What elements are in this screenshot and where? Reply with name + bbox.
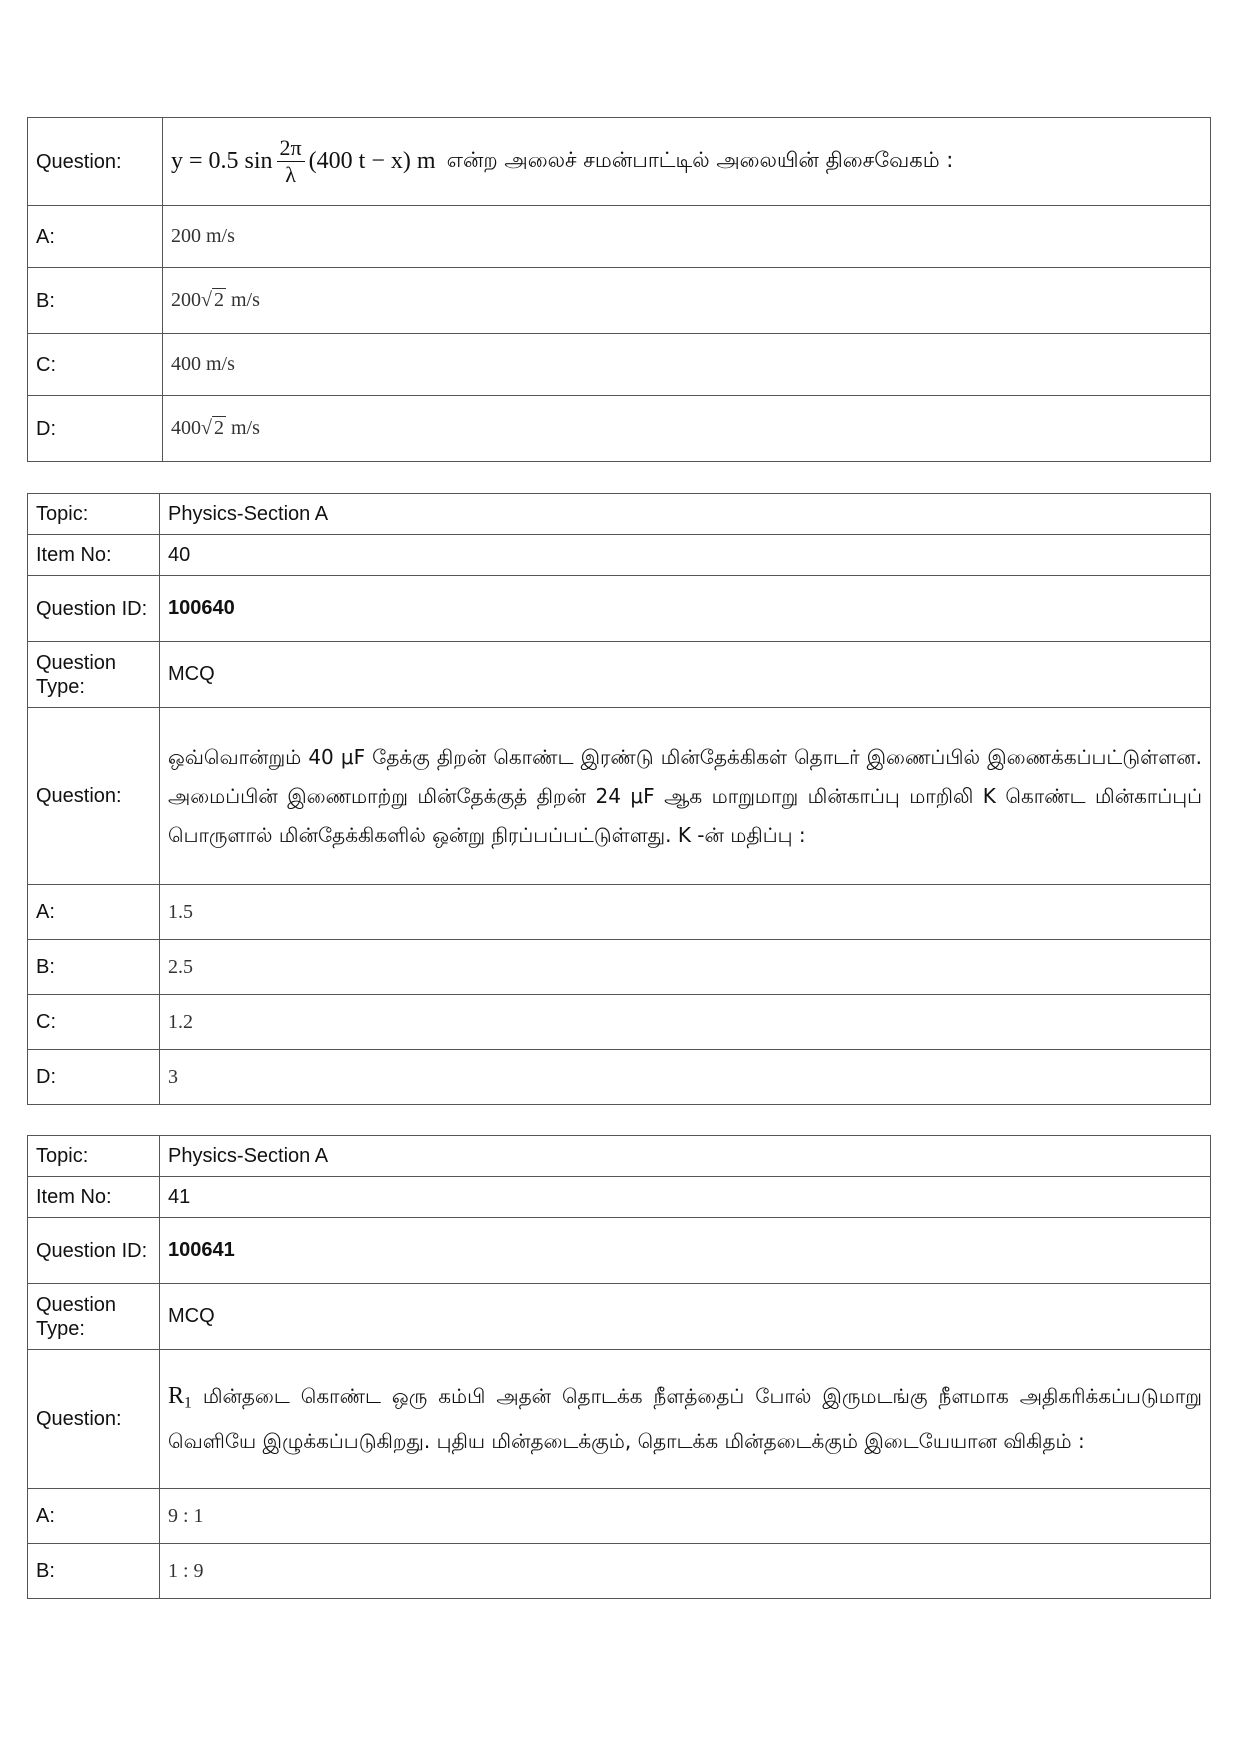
question-type-row xyxy=(28,1284,1211,1350)
option-d-radicand: 2 xyxy=(213,417,224,439)
question-tamil-text: மின்தடை கொண்ட ஒரு கம்பி அதன் தொடக்க நீளத்தைப் போல் இருமடங்கு நீளமாக அதிகரிக்கப்படுமாறு வெளியே இழுக்கப்படுகிறது. புதிய மின்தடைக்கும், தொடக்க மின்தடைக்கும் இடையேயான விகிதம் : xyxy=(168,1383,1203,1454)
question-block-3 xyxy=(27,1135,1211,1599)
option-row-b xyxy=(28,940,1211,995)
option-c-label: C: xyxy=(28,995,160,1050)
option-d-text xyxy=(163,396,1211,462)
option-d-coefficient: 400 xyxy=(171,417,201,439)
question-block-1 xyxy=(27,117,1211,462)
question-row xyxy=(28,1350,1211,1489)
option-row-d xyxy=(28,396,1211,462)
question-id-value: 100640 xyxy=(160,576,1211,642)
item-no-row xyxy=(28,1177,1211,1218)
option-a-text: 9 : 1 xyxy=(160,1489,1211,1544)
question-id-row xyxy=(28,1218,1211,1284)
question-block-2 xyxy=(27,493,1211,1105)
question-label: Question: xyxy=(28,118,163,206)
equation-prefix: y = 0.5 sin xyxy=(171,148,273,174)
fraction-denominator: λ xyxy=(285,162,296,187)
option-row-a xyxy=(28,206,1211,268)
option-d-text: 3 xyxy=(160,1050,1211,1105)
question-tamil-text: என்ற அலைச் சமன்பாட்டில் அலையின் திசைவேகம் : xyxy=(446,148,954,172)
option-b-label: B: xyxy=(28,940,160,995)
question-type-value: MCQ xyxy=(160,642,1211,708)
resistance-symbol xyxy=(168,1382,192,1412)
option-row-b xyxy=(28,268,1211,334)
option-b-coefficient: 200 xyxy=(171,289,201,311)
option-b-radicand: 2 xyxy=(213,289,224,311)
option-c-text: 400 m/s xyxy=(163,334,1211,396)
equation-fraction xyxy=(277,137,305,186)
question-id-value: 100641 xyxy=(160,1218,1211,1284)
option-b-unit: m/s xyxy=(230,289,260,311)
option-b-text xyxy=(163,268,1211,334)
topic-row xyxy=(28,1136,1211,1177)
option-a-text: 1.5 xyxy=(160,885,1211,940)
sqrt-symbol: √ xyxy=(201,289,212,311)
option-row-c xyxy=(28,334,1211,396)
question-type-value: MCQ xyxy=(160,1284,1211,1350)
option-a-label: A: xyxy=(28,885,160,940)
topic-label: Topic: xyxy=(28,494,160,535)
item-no-label: Item No: xyxy=(28,535,160,576)
topic-value: Physics-Section A xyxy=(160,494,1211,535)
item-no-value: 41 xyxy=(160,1177,1211,1218)
question-row xyxy=(28,708,1211,885)
option-b-label: B: xyxy=(28,268,163,334)
topic-row xyxy=(28,494,1211,535)
option-c-label: C: xyxy=(28,334,163,396)
option-row-a xyxy=(28,885,1211,940)
option-c-text: 1.2 xyxy=(160,995,1211,1050)
question-id-row xyxy=(28,576,1211,642)
option-row-b xyxy=(28,1544,1211,1599)
question-text xyxy=(160,1350,1211,1489)
question-type-row xyxy=(28,642,1211,708)
option-b-label: B: xyxy=(28,1544,160,1599)
option-row-c xyxy=(28,995,1211,1050)
option-d-unit: m/s xyxy=(230,417,260,439)
item-no-row xyxy=(28,535,1211,576)
option-d-label: D: xyxy=(28,1050,160,1105)
option-b-text: 1 : 9 xyxy=(160,1544,1211,1599)
item-no-value: 40 xyxy=(160,535,1211,576)
resistance-letter: R xyxy=(168,1382,185,1409)
sqrt-symbol: √ xyxy=(201,417,212,439)
question-label: Question: xyxy=(28,1350,160,1489)
item-no-label: Item No: xyxy=(28,1177,160,1218)
question-type-label: Question Type: xyxy=(28,642,160,708)
option-a-label: A: xyxy=(28,206,163,268)
topic-label: Topic: xyxy=(28,1136,160,1177)
option-a-text: 200 m/s xyxy=(163,206,1211,268)
fraction-numerator: 2π xyxy=(277,137,305,162)
option-a-label: A: xyxy=(28,1489,160,1544)
option-b-text: 2.5 xyxy=(160,940,1211,995)
resistance-subscript: 1 xyxy=(184,1394,192,1412)
equation-suffix: (400 t − x) m xyxy=(308,148,436,174)
question-text xyxy=(163,118,1211,206)
question-text: ஒவ்வொன்றும் 40 μF தேக்கு திறன் கொண்ட இரண்டு மின்தேக்கிகள் தொடர் இணைப்பில் இணைக்கப்பட்டுள்ளன. அமைப்பின் இணைமாற்று மின்தேக்குத் திறன் 24 μF ஆக மாறுமாறு மின்காப்பு மாறிலி K கொண்ட மின்காப்புப் பொருளால் மின்தேக்கிகளில் ஒன்று நிரப்பப்பட்டுள்ளது. K -ன் மதிப்பு : xyxy=(160,708,1211,885)
question-label: Question: xyxy=(28,708,160,885)
question-id-label: Question ID: xyxy=(28,1218,160,1284)
topic-value: Physics-Section A xyxy=(160,1136,1211,1177)
question-type-label: Question Type: xyxy=(28,1284,160,1350)
option-d-label: D: xyxy=(28,396,163,462)
question-id-label: Question ID: xyxy=(28,576,160,642)
option-row-a xyxy=(28,1489,1211,1544)
option-row-d xyxy=(28,1050,1211,1105)
question-row xyxy=(28,118,1211,206)
